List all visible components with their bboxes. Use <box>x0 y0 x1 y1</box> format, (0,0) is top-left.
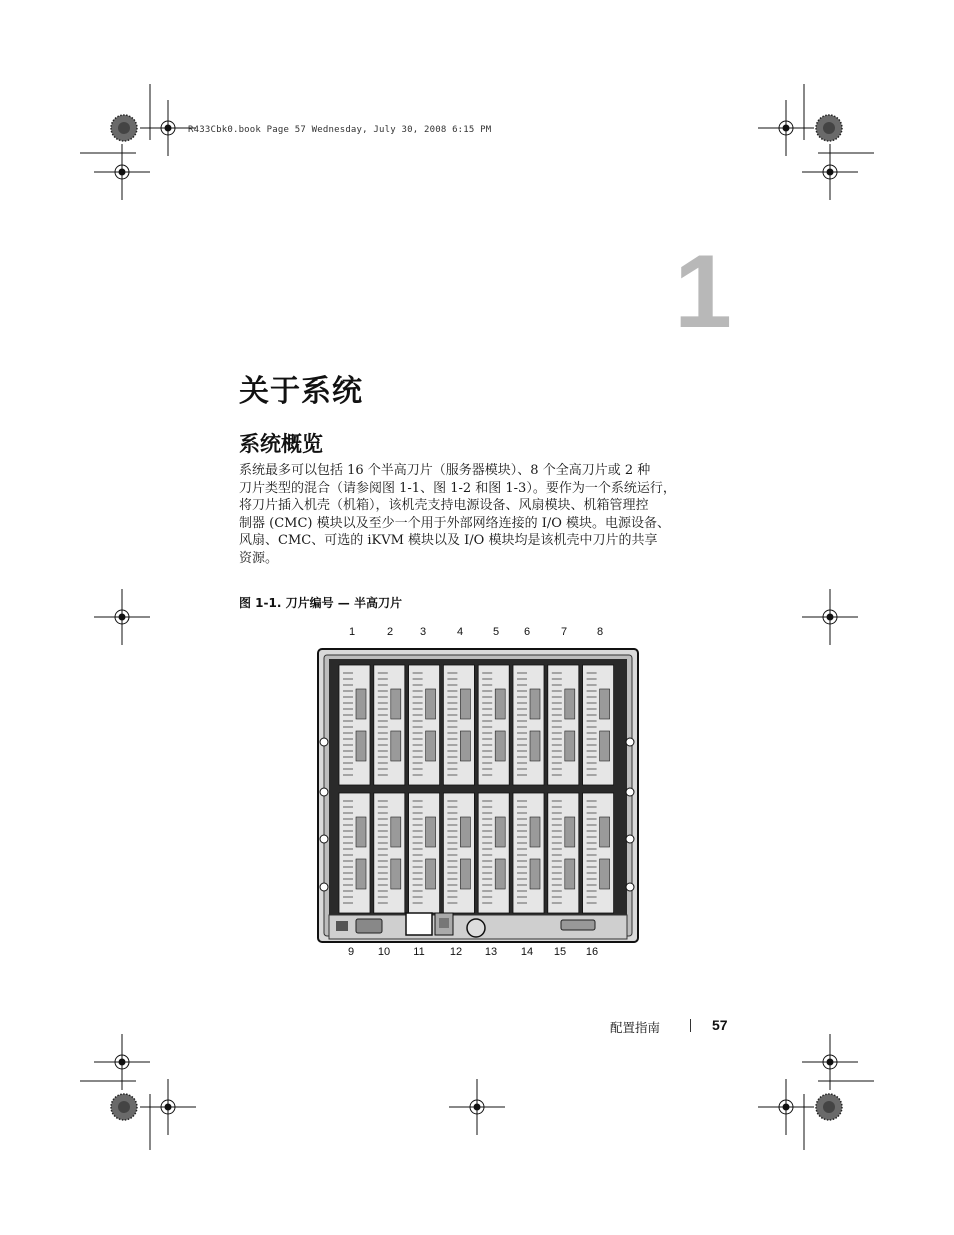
blade-slot <box>374 793 405 913</box>
registration-cross-icon <box>802 589 858 645</box>
registration-sun-icon <box>111 1094 137 1120</box>
footer-separator <box>690 1019 691 1032</box>
blade-slot <box>339 665 370 785</box>
callout-number: 1 <box>348 626 356 638</box>
body-line: 资源。 <box>239 550 279 566</box>
blade-slot <box>548 793 579 913</box>
chapter-number: 1 <box>674 234 732 350</box>
blade-slot <box>409 665 440 785</box>
callout-number: 16 <box>585 946 599 958</box>
page-number: 57 <box>712 1017 728 1033</box>
blade-slot <box>548 665 579 785</box>
blade-slot <box>374 665 405 785</box>
blade-slot <box>409 793 440 913</box>
registration-cross-icon <box>802 144 858 200</box>
registration-cross-icon <box>802 1034 858 1090</box>
callout-number: 10 <box>377 946 391 958</box>
chapter-title: 关于系统 <box>239 374 363 409</box>
blade-slot <box>583 793 614 913</box>
footer-book-title: 配置指南 <box>610 1020 661 1035</box>
blade-slot <box>443 665 474 785</box>
blade-slot <box>443 793 474 913</box>
blade-slot <box>513 793 544 913</box>
callout-number: 2 <box>386 626 394 638</box>
registration-sun-icon <box>816 1094 842 1120</box>
registration-cross-icon <box>449 1079 505 1135</box>
book-header-line: R433Cbk0.book Page 57 Wednesday, July 30, 2008 6:15 PM <box>188 125 492 135</box>
registration-cross-icon <box>758 1079 814 1135</box>
callout-number: 3 <box>419 626 427 638</box>
callout-number: 14 <box>520 946 534 958</box>
body-line: 制器 (CMC) 模块以及至少一个用于外部网络连接的 I/O 模块。电源设备、 <box>239 515 671 531</box>
section-title: 系统概览 <box>239 432 323 456</box>
registration-cross-icon <box>94 1034 150 1090</box>
blade-chassis-figure <box>316 647 640 945</box>
body-line: 系统最多可以包括 16 个半高刀片（服务器模块）、8 个全高刀片或 2 种 <box>239 463 651 478</box>
callout-number: 9 <box>347 946 355 958</box>
registration-sun-icon <box>816 115 842 141</box>
body-line: 风扇、CMC、可选的 iKVM 模块以及 I/O 模块均是该机壳中刀片的共享 <box>239 533 658 549</box>
registration-sun-icon <box>111 115 137 141</box>
callout-number: 6 <box>523 626 531 638</box>
body-paragraph <box>239 462 739 568</box>
registration-cross-icon <box>758 100 814 156</box>
callout-number: 8 <box>596 626 604 638</box>
callout-number: 5 <box>492 626 500 638</box>
registration-cross-icon <box>94 589 150 645</box>
blade-slot <box>583 665 614 785</box>
blade-slot <box>513 665 544 785</box>
blade-slot <box>339 793 370 913</box>
callout-number: 13 <box>484 946 498 958</box>
body-line: 将刀片插入机壳（机箱），该机壳支持电源设备、风扇模块、机箱管理控 <box>239 498 649 514</box>
figure-caption: 图 1-1. 刀片编号 — 半高刀片 <box>239 596 402 610</box>
blade-slot <box>478 665 509 785</box>
callout-number: 4 <box>456 626 464 638</box>
registration-cross-icon <box>94 144 150 200</box>
callout-number: 15 <box>553 946 567 958</box>
registration-cross-icon <box>140 1079 196 1135</box>
callout-number: 7 <box>560 626 568 638</box>
blade-slot <box>478 793 509 913</box>
callout-number: 12 <box>449 946 463 958</box>
body-line: 刀片类型的混合（请参阅图 1-1、图 1-2 和图 1-3）。要作为一个系统运行， <box>239 480 676 496</box>
callout-number: 11 <box>413 946 425 958</box>
